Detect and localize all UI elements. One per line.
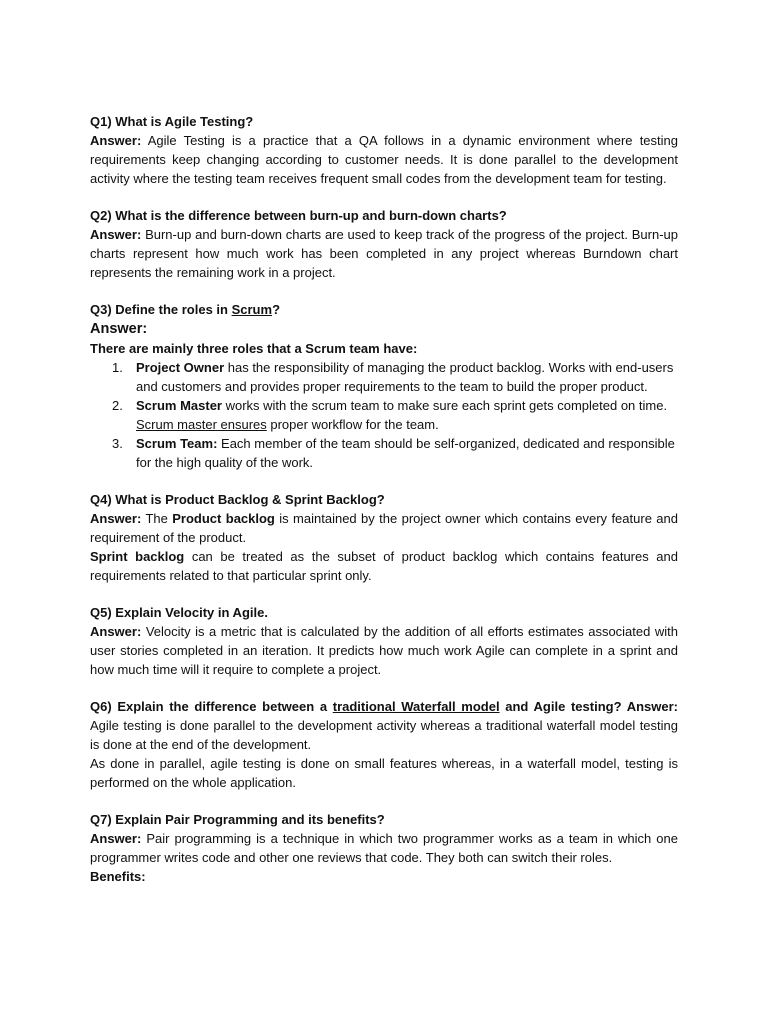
- q6-answer-label: Answer:: [626, 699, 679, 714]
- q4-answer-label: Answer:: [90, 511, 142, 526]
- list-item: [90, 358, 678, 396]
- list-number: 3.: [112, 436, 123, 451]
- role-text: has the responsibility of managing the product backlog. Works with end-users and customers and provides proper requirements to the team to build the proper product.: [136, 360, 674, 394]
- q2-question: Q2) What is the difference between burn-up and burn-down charts?: [90, 208, 507, 223]
- document-page: [90, 112, 678, 886]
- role-term: Scrum Master: [136, 398, 222, 413]
- q6-answer-text2: As done in parallel, agile testing is done on small features whereas, in a waterfall model, testing is performed on the whole application.: [90, 756, 678, 790]
- q6-question-suffix: and Agile testing?: [499, 699, 627, 714]
- q7-question: Q7) Explain Pair Programming and its benefits?: [90, 812, 385, 827]
- q5-question: Q5) Explain Velocity in Agile.: [90, 605, 268, 620]
- q4-answer-pre: The: [141, 511, 173, 526]
- role-text-continued: proper workflow for the team.: [266, 417, 439, 432]
- list-number: 1.: [112, 360, 123, 375]
- role-text: Each member of the team should be self-organized, dedicated and responsible for the high quality of the work.: [136, 436, 675, 470]
- list-number: 2.: [112, 398, 123, 413]
- list-item: [90, 434, 678, 472]
- q6-answer-text1: Agile testing is done parallel to the development activity whereas a traditional waterfall model testing is done at the end of the development.: [90, 718, 678, 752]
- list-item: [90, 396, 678, 434]
- q6-question-prefix: Q6) Explain the difference between a: [90, 699, 333, 714]
- role-term: Project Owner: [136, 360, 225, 375]
- q4-answer-text1: is maintained by the project owner which contains every feature and requirement of the product.: [90, 511, 678, 545]
- q3-intro: There are mainly three roles that a Scrum team have:: [90, 341, 418, 356]
- q7-answer-label: Answer:: [90, 831, 142, 846]
- q4-term-product-backlog: Product backlog: [172, 511, 275, 526]
- q4-term-sprint-backlog: Sprint backlog: [90, 549, 185, 564]
- q5-answer-label: Answer:: [90, 624, 142, 639]
- scrum-master-link[interactable]: Scrum master ensures: [136, 417, 267, 432]
- q2-answer-label: Answer:: [90, 227, 142, 242]
- q7-answer: [90, 829, 678, 867]
- q6-block: [90, 697, 678, 754]
- role-term: Scrum Team:: [136, 436, 218, 451]
- q6-waterfall-link[interactable]: traditional Waterfall model: [332, 699, 500, 714]
- q1-answer-text: Agile Testing is a practice that a QA follows in a dynamic environment where testing requirements keep changing according to customer needs. It is done parallel to the development activity where the testing team receives frequent small codes from the development team for testing.: [90, 133, 678, 186]
- q1-answer-label: Answer:: [90, 133, 142, 148]
- role-text: works with the scrum team to make sure each sprint gets completed on time.: [221, 398, 668, 413]
- q4-question: Q4) What is Product Backlog & Sprint Backlog?: [90, 492, 385, 507]
- q4-answer-sprint: [90, 547, 678, 585]
- q1-answer: [90, 131, 678, 188]
- q5-answer-text: Velocity is a metric that is calculated by the addition of all efforts estimates associated with user stories completed in an iteration. It predicts how much work Agile can complete in a sprint and how much time will it require to complete a project.: [90, 624, 678, 677]
- q3-question: [90, 300, 678, 319]
- q2-answer-text: Burn-up and burn-down charts are used to keep track of the progress of the project. Burn-up charts represent how much work has been completed in any project whereas Burndown chart represents the remaining work in a project.: [90, 227, 678, 280]
- q7-answer-text: Pair programming is a technique in which two programmer works as a team in which one programmer writes code and other one reviews that code. They both can switch their roles.: [90, 831, 678, 865]
- q3-answer-label: Answer:: [90, 321, 148, 337]
- q1-question: Q1) What is Agile Testing?: [90, 114, 254, 129]
- q7-benefits-label: Benefits:: [90, 869, 146, 884]
- q4-answer: [90, 509, 678, 547]
- q3-roles-list: [90, 358, 678, 472]
- q3-question-prefix: Q3) Define the roles in: [90, 302, 232, 317]
- q4-answer-text2: can be treated as the subset of product backlog which contains features and requirements related to that particular sprint only.: [90, 549, 678, 583]
- q3-question-suffix: ?: [272, 302, 281, 317]
- q3-scrum-link[interactable]: Scrum: [231, 302, 273, 317]
- q2-answer: [90, 225, 678, 282]
- q5-answer: [90, 622, 678, 679]
